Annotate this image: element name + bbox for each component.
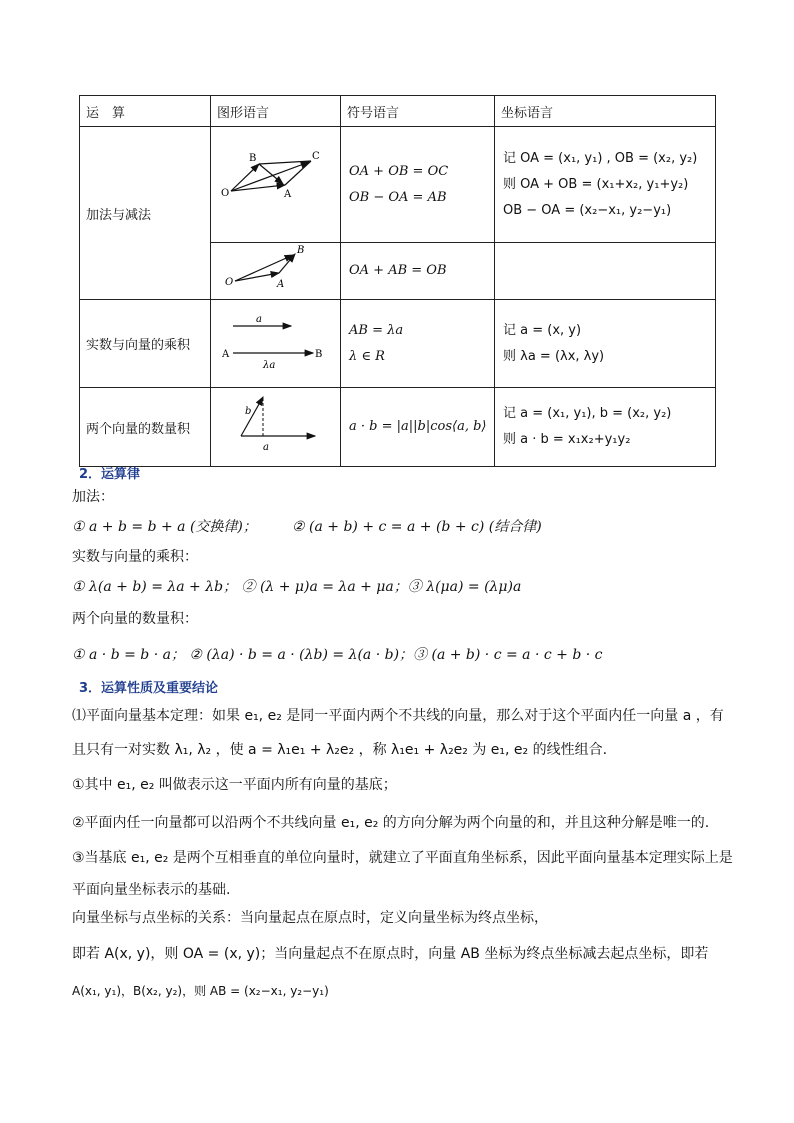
coord-add: 则 OA + OB = (x₁+x₂, y₁+y₂) — [503, 176, 689, 192]
row-label-dot: 两个向量的数量积 — [80, 388, 211, 467]
dot-laws: ① a · b = b · a； ② (λa) · b = a · (λb) = λ(a · b)；③ (a + b) · c = a · c + b · c — [72, 647, 603, 663]
triangle-rule-diagram — [211, 243, 341, 295]
dot-product-diagram — [211, 388, 341, 462]
coordinate-scalar — [495, 300, 716, 388]
coordinate-example-line-1: 即若 A(x, y)，则 OA = (x, y)；当向量起点不在原点时，向量 AB 坐标为终点坐标减去起点坐标，即若 — [72, 946, 709, 962]
label-a: a — [256, 314, 262, 325]
scalar-diagram — [211, 300, 341, 383]
orthogonal-basis-line-2: 平面向量坐标表示的基础. — [72, 882, 231, 898]
coordinate-relation-line: 向量坐标与点坐标的关系：当向量起点在原点时，定义向量坐标为终点坐标， — [72, 910, 548, 926]
coordinate-example-line-2: A(x₁, y₁)，B(x₂, y₂)，则 AB = (x₂−x₁, y₂−y₁) — [72, 984, 329, 998]
basis-line: ①其中 e₁, e₂ 叫做表示这一平面内所有向量的基底； — [72, 777, 397, 793]
coord-define: 记 OA = (x₁, y₁) , OB = (x₂, y₂) — [503, 150, 698, 166]
symbolic-dot — [341, 388, 495, 467]
label-A: A — [284, 189, 292, 200]
orthogonal-basis-line-1: ③当基底 e₁, e₂ 是两个互相垂直的单位向量时，就建立了平面直角坐标系，因此平面向量基本定理实际上是 — [72, 850, 733, 866]
label-lambda-a: λa — [263, 360, 276, 371]
vector-AB-line — [279, 254, 295, 273]
decomposition-line: ②平面内任一向量都可以沿两个不共线向量 e₁, e₂ 的方向分解为两个向量的和，并且这种分解是唯一的. — [72, 815, 710, 831]
vector-OB-line — [235, 255, 293, 281]
section-heading-properties: 3．运算性质及重要结论 — [79, 681, 219, 696]
scalar-laws: ① λ(a + b) = λa + λb； ② (λ + μ)a = λa + μa；③ λ(μa) = (λμ)a — [72, 579, 522, 595]
vector-operations-table — [79, 95, 716, 467]
scalar-figure — [211, 300, 341, 388]
formula-dot: a · b = |a||b|cos⟨a, b⟩ — [349, 419, 487, 434]
scalar-label: 实数与向量的乘积： — [72, 549, 198, 565]
coord-define-a: 记 a = (x, y) — [503, 322, 582, 338]
label-b: b — [245, 406, 252, 417]
label-A: A — [277, 279, 285, 290]
coordinate-empty — [495, 243, 716, 300]
coord-define-ab: 记 a = (x₁, y₁), b = (x₂, y₂) — [503, 406, 672, 421]
theorem-line-2: 且只有一对实数 λ₁, λ₂ ，使 a = λ₁e₁ + λ₂e₂ ，称 λ₁e₁ + λ₂e₂ 为 e₁, e₂ 的线性组合. — [72, 742, 608, 758]
label-B: B — [249, 153, 257, 164]
table-row — [80, 300, 716, 388]
dot-figure — [211, 388, 341, 467]
label-O: O — [221, 188, 230, 199]
label-a: a — [263, 442, 269, 453]
formula-lambda-real: λ ∈ R — [349, 348, 385, 364]
table-row — [80, 127, 716, 243]
coordinate-dot — [495, 388, 716, 467]
coord-scalar: 则 λa = (λx, λy) — [503, 348, 605, 364]
dot-label: 两个向量的数量积： — [72, 611, 198, 627]
addition-law-associative: ② (a + b) + c = a + (b + c) (结合律) — [292, 519, 542, 535]
coordinate-add-sub — [495, 127, 716, 243]
table-header-row — [80, 96, 716, 127]
header-coordinate-language: 坐标语言 — [495, 96, 716, 127]
parallelogram-diagram — [211, 127, 341, 238]
section-heading-laws: 2．运算律 — [79, 467, 141, 482]
addition-law-commutative: ① a + b = b + a (交换律)； — [72, 519, 257, 535]
label-O: O — [225, 277, 234, 288]
vector-OB-line — [231, 164, 259, 191]
formula-add: OA + OB = OC — [349, 163, 449, 179]
label-C: C — [312, 151, 320, 162]
row-label-scalar: 实数与向量的乘积 — [80, 300, 211, 388]
label-A: A — [222, 349, 230, 360]
row-label-add-sub: 加法与减法 — [80, 127, 211, 300]
vector-OA-line — [235, 273, 279, 281]
symbolic-add-sub — [341, 127, 495, 243]
edge-AC-line — [285, 161, 311, 185]
coord-dot: 则 a · b = x₁x₂+y₁y₂ — [503, 432, 631, 447]
symbolic-scalar — [341, 300, 495, 388]
label-B: B — [315, 349, 323, 360]
triangle-figure — [211, 243, 341, 300]
formula-sub: OB − OA = AB — [349, 189, 447, 205]
header-symbol-language: 符号语言 — [341, 96, 495, 127]
theorem-line-1: ⑴平面向量基本定理：如果 e₁, e₂ 是同一平面内两个不共线的向量，那么对于这个平面内任一向量 a ，有 — [72, 708, 724, 724]
parallelogram-figure — [211, 127, 341, 243]
coord-sub: OB − OA = (x₂−x₁, y₂−y₁) — [503, 202, 672, 218]
header-operation: 运 算 — [80, 96, 211, 127]
label-B: B — [297, 245, 305, 256]
table-row — [80, 388, 716, 467]
formula-scalar: AB = λa — [349, 322, 404, 338]
formula-triangle: OA + AB = OB — [349, 263, 447, 278]
vector-BA-line — [259, 164, 283, 184]
symbolic-triangle — [341, 243, 495, 300]
addition-label: 加法： — [72, 489, 114, 505]
header-graphic-language: 图形语言 — [211, 96, 341, 127]
